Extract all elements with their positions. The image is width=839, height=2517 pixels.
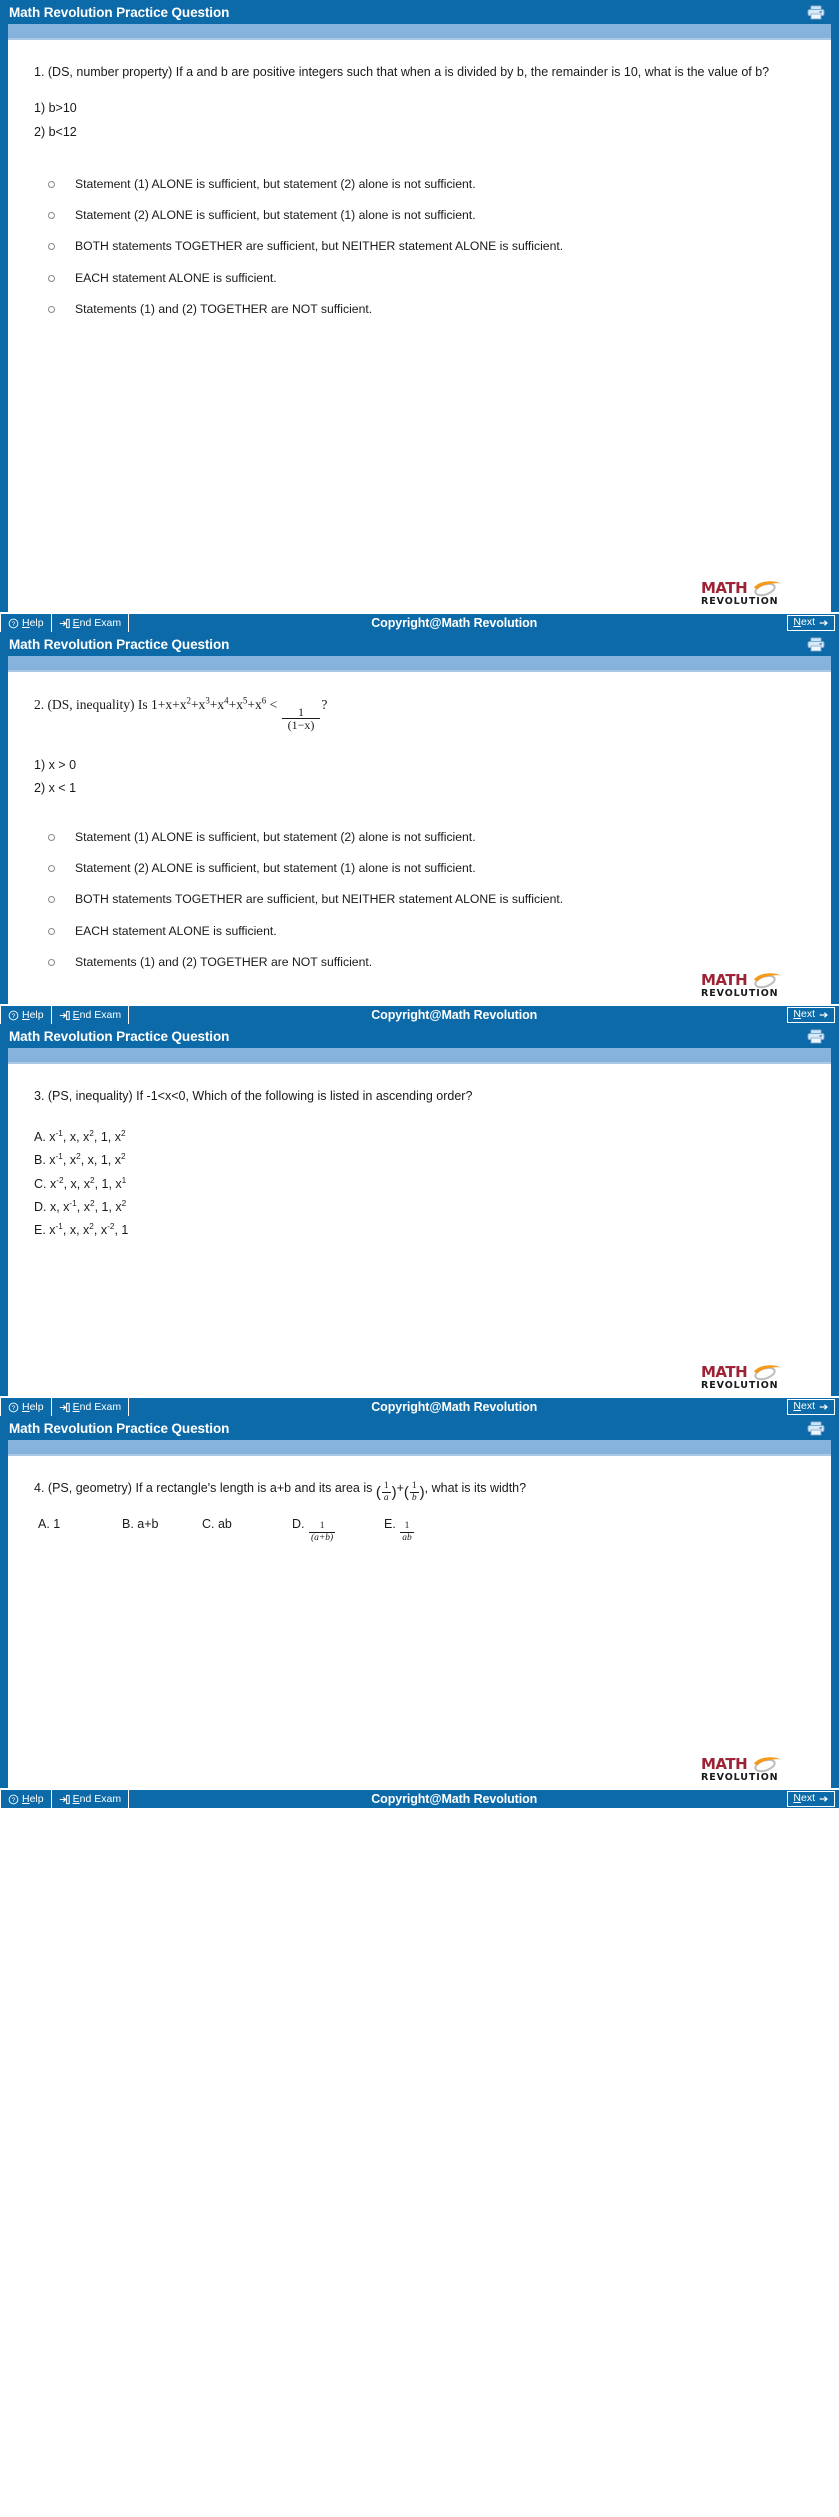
toolbar-band bbox=[0, 24, 839, 40]
fraction-numerator: 1 bbox=[411, 1480, 417, 1491]
question-number: 4. bbox=[34, 1481, 45, 1495]
swoosh-icon bbox=[747, 1364, 788, 1381]
question-panel-4 bbox=[0, 1416, 839, 1808]
answer-choice-label: BOTH statements TOGETHER are sufficient, but NEITHER statement ALONE is sufficient. bbox=[75, 239, 564, 254]
logo-word-revolution: REVOLUTION bbox=[701, 1379, 779, 1391]
question-body bbox=[0, 672, 839, 1004]
answer-option-c[interactable] bbox=[202, 1517, 292, 1531]
answer-letter: B. bbox=[34, 1153, 46, 1168]
toolbar-band bbox=[0, 1048, 839, 1064]
arrow-right-icon bbox=[819, 1010, 829, 1020]
svg-text:?: ? bbox=[11, 1796, 16, 1804]
logo-word-revolution: REVOLUTION bbox=[701, 1771, 779, 1783]
help-button[interactable] bbox=[0, 1398, 52, 1416]
next-label-accel: N bbox=[793, 1399, 801, 1412]
answer-option-d[interactable] bbox=[292, 1517, 384, 1544]
answer-choice-d[interactable] bbox=[48, 924, 805, 940]
fraction bbox=[410, 1482, 419, 1504]
answer-letter: D. bbox=[292, 1517, 305, 1532]
printer-icon[interactable] bbox=[807, 1421, 825, 1436]
question-text bbox=[34, 1478, 794, 1503]
question-expr-lead: If a rectangle's length is a+b and its area is bbox=[135, 1481, 376, 1495]
next-label: ext bbox=[800, 1791, 815, 1804]
next-label: ext bbox=[800, 615, 815, 628]
footer-toolbar bbox=[0, 1788, 839, 1808]
exit-icon bbox=[59, 1402, 70, 1413]
page-title: Math Revolution Practice Question bbox=[9, 4, 230, 20]
exp-5: 5 bbox=[242, 695, 248, 706]
arrow-right-icon bbox=[819, 1402, 829, 1412]
question-expr-lead: Is 1+x+x bbox=[137, 697, 187, 712]
answer-letter: C. bbox=[202, 1517, 215, 1532]
next-label-accel: N bbox=[793, 1791, 801, 1804]
svg-text:?: ? bbox=[11, 1012, 16, 1020]
fraction-denominator: b bbox=[411, 1492, 417, 1503]
help-circle-icon bbox=[8, 1794, 19, 1805]
next-label-accel: N bbox=[793, 1007, 801, 1020]
answer-choice-label: Statements (1) and (2) TOGETHER are NOT sufficient. bbox=[75, 302, 373, 317]
end-exam-label-accel: E bbox=[72, 1793, 80, 1805]
next-label: ext bbox=[800, 1399, 815, 1412]
answer-choice-list bbox=[34, 177, 805, 318]
answer-letter: E. bbox=[384, 1517, 396, 1532]
end-exam-label-accel: E bbox=[72, 617, 80, 629]
relation-symbol: < bbox=[269, 697, 278, 712]
printer-icon[interactable] bbox=[807, 5, 825, 20]
help-button[interactable] bbox=[0, 1790, 52, 1808]
answer-letter: D. bbox=[34, 1199, 47, 1214]
help-circle-icon bbox=[8, 618, 19, 629]
copyright-text: Copyright@Math Revolution bbox=[371, 1792, 538, 1806]
fraction-numerator: 1 bbox=[404, 1521, 410, 1532]
radio-icon[interactable] bbox=[48, 928, 55, 935]
end-exam-label-accel: E bbox=[72, 1009, 80, 1021]
help-label: elp bbox=[29, 1401, 44, 1413]
swoosh-icon bbox=[747, 972, 788, 989]
footer-toolbar bbox=[0, 612, 839, 632]
question-text: 1. (DS, number property) If a and b are positive integers such that when a is divided by b, the remainder is 10, what is the value of b? bbox=[34, 65, 770, 79]
question-text: 2. (DS, inequality) Is $1+x+x^2+x^3+x^4+x^5+x^6$ < $\frac{1}{(1-x)}$ ? bbox=[34, 695, 328, 733]
answer-letter: C. bbox=[34, 1176, 47, 1191]
fraction-numerator: 1 bbox=[319, 1521, 325, 1532]
answer-option-e[interactable]: E. $x^{-1}$, x, $x^2$, $x^{-2}$, 1 bbox=[34, 1221, 129, 1237]
arrow-right-icon bbox=[819, 1794, 829, 1804]
svg-text:?: ? bbox=[11, 1404, 16, 1412]
answer-list bbox=[34, 1126, 805, 1242]
statement-2: 2) b<12 bbox=[34, 124, 77, 139]
page-title: Math Revolution Practice Question bbox=[9, 1028, 230, 1044]
answer-option-a[interactable]: A. $x^{-1}$, x, $x^2$, 1, $x^2$ bbox=[34, 1129, 126, 1145]
answer-letter: A. bbox=[34, 1130, 46, 1145]
next-button[interactable] bbox=[787, 1791, 835, 1807]
answer-option-c[interactable]: C. $x^{-2}$, x, $x^2$, 1, $x^1$ bbox=[34, 1175, 127, 1191]
page-title: Math Revolution Practice Question bbox=[9, 1420, 230, 1436]
statement-2: 2) x < 1 bbox=[34, 781, 77, 796]
answer-list bbox=[34, 1517, 805, 1544]
next-label-accel: N bbox=[793, 615, 801, 628]
end-exam-label: nd Exam bbox=[79, 1793, 122, 1805]
question-body bbox=[0, 1064, 839, 1396]
end-exam-button[interactable] bbox=[52, 1398, 129, 1416]
titlebar bbox=[0, 1024, 839, 1048]
question-tag: (PS, geometry) bbox=[47, 1481, 132, 1495]
end-exam-label: nd Exam bbox=[79, 1009, 122, 1021]
fraction bbox=[382, 1482, 391, 1504]
help-label-accel: H bbox=[22, 1009, 30, 1021]
next-button[interactable] bbox=[787, 1007, 835, 1023]
exp-6: 6 bbox=[261, 695, 267, 706]
end-exam-label: nd Exam bbox=[79, 617, 122, 629]
logo-word-math: MATH bbox=[701, 970, 748, 989]
answer-choice-b[interactable] bbox=[48, 861, 805, 877]
logo-word-math: MATH bbox=[701, 1362, 748, 1381]
help-circle-icon bbox=[8, 1402, 19, 1413]
answer-choice-label: Statements (1) and (2) TOGETHER are NOT sufficient. bbox=[75, 955, 373, 970]
fraction bbox=[309, 1522, 335, 1544]
answer-choice-b[interactable] bbox=[48, 208, 805, 224]
statement-list bbox=[34, 755, 805, 800]
radio-icon[interactable] bbox=[48, 181, 55, 188]
exp-3: 3 bbox=[205, 695, 210, 706]
fraction-denominator: (1−x) bbox=[282, 718, 321, 733]
answer-value: a+b bbox=[137, 1517, 159, 1532]
titlebar bbox=[0, 0, 839, 24]
math-revolution-logo bbox=[701, 578, 811, 607]
help-label-accel: H bbox=[22, 1401, 30, 1413]
titlebar bbox=[0, 1416, 839, 1440]
next-button[interactable] bbox=[787, 1399, 835, 1415]
svg-text:?: ? bbox=[11, 620, 16, 628]
footer-toolbar bbox=[0, 1396, 839, 1416]
answer-choice-a[interactable] bbox=[48, 177, 805, 193]
question-tag: (DS, inequality) bbox=[47, 697, 135, 712]
fraction-group-1: ( $\frac{1}{a}$ ) bbox=[375, 1480, 397, 1503]
printer-icon[interactable] bbox=[807, 1029, 825, 1044]
question-body bbox=[0, 40, 839, 612]
logo-word-math: MATH bbox=[701, 578, 748, 597]
question-expr-trailing: ? bbox=[321, 697, 328, 712]
question-expr-trailing: , what is its width? bbox=[424, 1481, 527, 1495]
question-text: 3. (PS, inequality) If -1<x<0, Which of the following is listed in ascending order? bbox=[34, 1089, 473, 1103]
statement-1: 1) x > 0 bbox=[34, 758, 77, 773]
help-button[interactable] bbox=[0, 1006, 52, 1024]
radio-icon[interactable] bbox=[48, 959, 55, 966]
question-panel-1 bbox=[0, 0, 839, 632]
end-exam-button[interactable] bbox=[52, 1790, 129, 1808]
statement-1: 1) b>10 bbox=[34, 101, 77, 116]
answer-choice-label: Statement (1) ALONE is sufficient, but statement (2) alone is not sufficient. bbox=[75, 829, 476, 844]
exp-4: 4 bbox=[224, 695, 229, 706]
help-button[interactable] bbox=[0, 614, 52, 632]
answer-choice-label: Statement (2) ALONE is sufficient, but statement (1) alone is not sufficient. bbox=[75, 861, 476, 875]
answer-option-e[interactable] bbox=[384, 1517, 415, 1544]
fraction bbox=[400, 1522, 414, 1544]
answer-choice-c[interactable] bbox=[48, 239, 805, 255]
help-label: elp bbox=[29, 1793, 44, 1805]
answer-choice-e[interactable] bbox=[48, 302, 805, 318]
fraction-denominator: (a+b) bbox=[310, 1533, 334, 1544]
footer-toolbar bbox=[0, 1004, 839, 1024]
next-label: ext bbox=[800, 1007, 815, 1020]
radio-icon[interactable] bbox=[48, 896, 55, 903]
end-exam-button[interactable] bbox=[52, 614, 129, 632]
question-body bbox=[0, 1456, 839, 1788]
help-label-accel: H bbox=[22, 617, 30, 629]
answer-choice-label: Statement (1) ALONE is sufficient, but statement (2) alone is not sufficient. bbox=[75, 176, 476, 191]
answer-choice-label: BOTH statements TOGETHER are sufficient, but NEITHER statement ALONE is sufficient. bbox=[75, 892, 564, 907]
answer-option-b[interactable]: B. $x^{-1}$, $x^2$, x, 1, $x^2$ bbox=[34, 1152, 126, 1168]
arrow-right-icon bbox=[819, 618, 829, 628]
answer-letter: E. bbox=[34, 1222, 46, 1237]
answer-letter: B. bbox=[122, 1517, 134, 1532]
answer-choice-d[interactable] bbox=[48, 271, 805, 287]
radio-icon[interactable] bbox=[48, 212, 55, 219]
answer-choice-e[interactable] bbox=[48, 955, 805, 971]
answer-option-a[interactable] bbox=[38, 1517, 122, 1531]
titlebar bbox=[0, 632, 839, 656]
radio-icon[interactable] bbox=[48, 865, 55, 872]
toolbar-band bbox=[0, 656, 839, 672]
printer-icon[interactable] bbox=[807, 637, 825, 652]
exp-2: 2 bbox=[186, 695, 191, 706]
help-label: elp bbox=[29, 617, 44, 629]
copyright-text: Copyright@Math Revolution bbox=[371, 1008, 538, 1022]
answer-choice-c[interactable] bbox=[48, 892, 805, 908]
logo-word-math: MATH bbox=[701, 1754, 748, 1773]
swoosh-icon bbox=[747, 1756, 788, 1773]
radio-icon[interactable] bbox=[48, 275, 55, 282]
end-exam-button[interactable] bbox=[52, 1006, 129, 1024]
plus-symbol: + bbox=[396, 1481, 404, 1495]
answer-choice-label: EACH statement ALONE is sufficient. bbox=[75, 270, 277, 285]
answer-letter: A. bbox=[38, 1517, 50, 1532]
fraction bbox=[282, 706, 321, 733]
toolbar-band bbox=[0, 1440, 839, 1456]
swoosh-icon bbox=[747, 580, 788, 597]
question-number: 2. bbox=[34, 697, 45, 712]
help-label-accel: H bbox=[22, 1793, 30, 1805]
answer-option-b[interactable] bbox=[122, 1517, 202, 1531]
fraction-numerator: 1 bbox=[383, 1480, 389, 1491]
copyright-text: Copyright@Math Revolution bbox=[371, 1400, 538, 1414]
math-revolution-logo bbox=[701, 970, 811, 999]
exit-icon bbox=[59, 1794, 70, 1805]
answer-choice-a[interactable] bbox=[48, 830, 805, 846]
math-revolution-logo bbox=[701, 1362, 811, 1391]
fraction-numerator: 1 bbox=[298, 704, 304, 719]
exit-icon bbox=[59, 618, 70, 629]
end-exam-label: nd Exam bbox=[79, 1401, 122, 1413]
fraction-denominator: a bbox=[383, 1492, 389, 1503]
logo-word-revolution: REVOLUTION bbox=[701, 595, 779, 607]
answer-choice-list bbox=[34, 830, 805, 971]
exit-icon bbox=[59, 1010, 70, 1021]
answer-choice-label: EACH statement ALONE is sufficient. bbox=[75, 923, 277, 938]
next-button[interactable] bbox=[787, 615, 835, 631]
answer-value: ab bbox=[217, 1517, 232, 1532]
statement-list bbox=[34, 98, 805, 143]
fraction-group-2: ( $\frac{1}{b}$ ) bbox=[403, 1480, 425, 1503]
end-exam-label-accel: E bbox=[72, 1401, 80, 1413]
help-circle-icon bbox=[8, 1010, 19, 1021]
answer-value: 1 bbox=[53, 1517, 61, 1532]
page-title: Math Revolution Practice Question bbox=[9, 636, 230, 652]
radio-icon[interactable] bbox=[48, 243, 55, 250]
answer-option-d[interactable]: D. x, $x^{-1}$, $x^2$, 1, $x^2$ bbox=[34, 1198, 127, 1214]
math-revolution-logo bbox=[701, 1754, 811, 1783]
radio-icon[interactable] bbox=[48, 834, 55, 841]
radio-icon[interactable] bbox=[48, 306, 55, 313]
help-label: elp bbox=[29, 1009, 44, 1021]
copyright-text: Copyright@Math Revolution bbox=[371, 616, 538, 630]
question-panel-3 bbox=[0, 1024, 839, 1416]
logo-word-revolution: REVOLUTION bbox=[701, 987, 779, 999]
question-panel-2 bbox=[0, 632, 839, 1024]
answer-choice-label: Statement (2) ALONE is sufficient, but statement (1) alone is not sufficient. bbox=[75, 208, 476, 223]
fraction-denominator: ab bbox=[402, 1533, 412, 1544]
